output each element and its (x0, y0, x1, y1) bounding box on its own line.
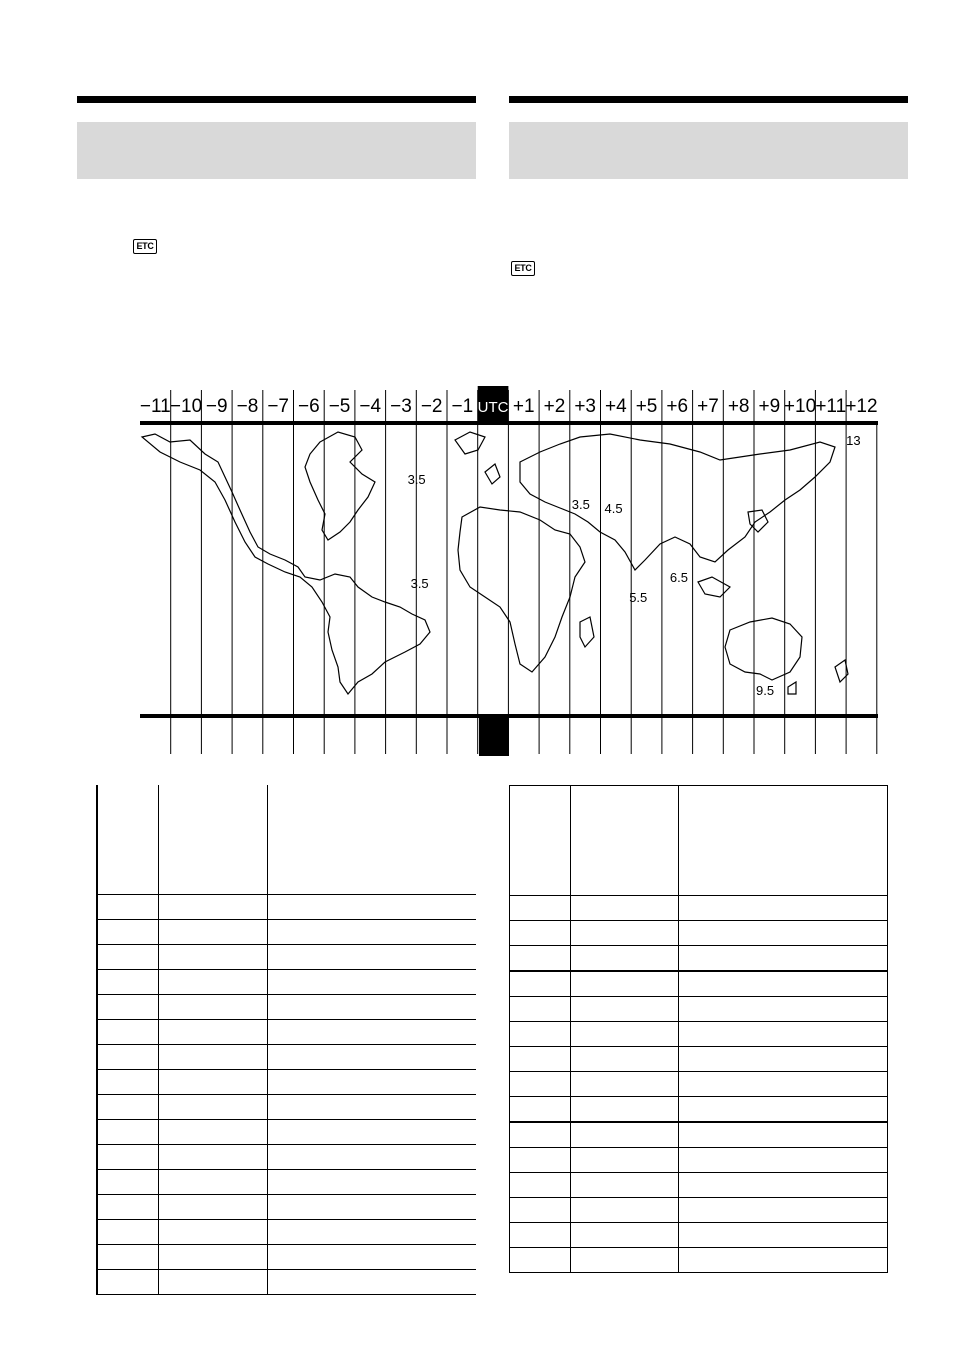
zone-label: +6 (666, 396, 689, 417)
right-header-band (509, 122, 908, 179)
table-cell (158, 1120, 267, 1145)
table-row (510, 896, 888, 921)
offset-annotation: 13 (846, 433, 861, 448)
zone-label: −5 (328, 396, 351, 417)
table-cell (267, 1220, 476, 1245)
table-cell (679, 896, 888, 921)
table-row (510, 1022, 888, 1047)
table-row (510, 971, 888, 997)
table-cell (679, 1047, 888, 1072)
table-cell (267, 1170, 476, 1195)
table-row (510, 1223, 888, 1248)
table-cell (97, 1070, 158, 1095)
zone-label: +12 (845, 396, 878, 417)
table-cell (158, 970, 267, 995)
table-row (510, 1122, 888, 1148)
table-cell (97, 1145, 158, 1170)
table-row (510, 1047, 888, 1072)
table-cell (267, 1270, 476, 1295)
table-cell (97, 1045, 158, 1070)
offset-annotation: 3.5 (571, 497, 590, 512)
table-cell (97, 1120, 158, 1145)
map-top-border (140, 421, 878, 425)
table-cell (97, 995, 158, 1020)
table-cell (571, 896, 679, 921)
table-row (97, 1120, 476, 1145)
table-cell (510, 921, 571, 946)
table-cell (510, 1122, 571, 1148)
zone-label: −9 (205, 396, 228, 417)
table-cell (510, 1248, 571, 1273)
table-cell (571, 1198, 679, 1223)
zone-label: +7 (697, 396, 719, 417)
table-cell (571, 1022, 679, 1047)
table-row (97, 1020, 476, 1045)
table-cell (571, 1047, 679, 1072)
table-cell (510, 1198, 571, 1223)
table-cell (97, 1270, 158, 1295)
table-cell (510, 946, 571, 972)
table-cell (158, 995, 267, 1020)
table-cell (267, 970, 476, 995)
zone-label: −4 (359, 396, 382, 417)
table-cell (679, 971, 888, 997)
table-cell (158, 1095, 267, 1120)
table-row (510, 1097, 888, 1123)
table-row (510, 921, 888, 946)
table-cell (158, 1070, 267, 1095)
table-cell (97, 1195, 158, 1220)
table-cell (158, 1020, 267, 1045)
zone-label: +10 (783, 396, 817, 417)
etc-icon: ETC (511, 261, 535, 276)
table-cell (571, 946, 679, 972)
utc-bottom-block (479, 718, 509, 756)
table-cell (97, 1245, 158, 1270)
table-cell (97, 970, 158, 995)
table-cell (267, 1045, 476, 1070)
left-top-rule (77, 96, 476, 103)
zone-label: +3 (574, 396, 596, 417)
table-row (97, 1245, 476, 1270)
table-cell (267, 895, 476, 920)
table-cell (510, 1148, 571, 1173)
table-row (510, 1173, 888, 1198)
table-cell (97, 945, 158, 970)
table-cell (158, 1170, 267, 1195)
offset-annotation: 3.5 (410, 576, 429, 591)
table-cell (571, 1148, 679, 1173)
table-cell (510, 1097, 571, 1123)
table-cell (97, 895, 158, 920)
zone-label: −11 (139, 396, 171, 417)
table-row (97, 945, 476, 970)
table-row (97, 1070, 476, 1095)
table-row (97, 1170, 476, 1195)
zone-label: −6 (298, 396, 320, 417)
table-header-cell (571, 786, 679, 896)
table-row (510, 997, 888, 1022)
table-cell (571, 1173, 679, 1198)
table-cell (510, 997, 571, 1022)
table-row (97, 1220, 476, 1245)
zone-label: UTC (477, 399, 509, 416)
table-cell (571, 1072, 679, 1097)
table-cell (510, 1173, 571, 1198)
table-cell (267, 1070, 476, 1095)
zone-label: −2 (420, 396, 443, 417)
table-row (510, 946, 888, 972)
table-cell (158, 1245, 267, 1270)
table-cell (158, 1195, 267, 1220)
table-cell (571, 921, 679, 946)
table-cell (679, 997, 888, 1022)
continent-outlines (142, 432, 848, 694)
table-cell (510, 1022, 571, 1047)
zone-label: −8 (236, 396, 259, 417)
table-cell (510, 1072, 571, 1097)
table-cell (679, 1248, 888, 1273)
left-table (96, 785, 476, 1295)
table-cell (510, 896, 571, 921)
table-cell (571, 1122, 679, 1148)
table-cell (158, 1045, 267, 1070)
table-row (97, 895, 476, 920)
map-bottom-border (140, 714, 878, 718)
table-cell (158, 1145, 267, 1170)
zone-label: +1 (512, 396, 535, 417)
offset-annotation: 3.5 (407, 472, 426, 487)
zone-label: +2 (543, 396, 566, 417)
left-header-band (77, 122, 476, 179)
offset-annotation: 5.5 (629, 590, 648, 605)
table-cell (679, 1022, 888, 1047)
table-row (97, 1195, 476, 1220)
offset-annotation: 6.5 (669, 570, 688, 585)
table-cell (267, 995, 476, 1020)
offset-annotation: 4.5 (604, 501, 623, 516)
etc-icon: ETC (133, 239, 157, 254)
table-row (97, 920, 476, 945)
table-cell (679, 921, 888, 946)
table-row (97, 1270, 476, 1295)
offset-annotation: 9.5 (756, 683, 775, 698)
table-header-cell (510, 786, 571, 896)
zone-label: −10 (169, 396, 203, 417)
table-cell (510, 1047, 571, 1072)
table-row (510, 1198, 888, 1223)
table-cell (571, 971, 679, 997)
table-cell (679, 946, 888, 972)
table-cell (267, 920, 476, 945)
table-cell (679, 1198, 888, 1223)
table-header-cell (158, 785, 267, 895)
table-cell (679, 1148, 888, 1173)
table-cell (679, 1173, 888, 1198)
table-cell (571, 1223, 679, 1248)
table-cell (158, 1270, 267, 1295)
table-cell (158, 945, 267, 970)
table-cell (267, 1195, 476, 1220)
table-row (97, 1045, 476, 1070)
table-cell (679, 1122, 888, 1148)
table-cell (158, 1220, 267, 1245)
table-header-cell (679, 786, 888, 896)
table-cell (97, 1170, 158, 1195)
table-header-row (510, 786, 888, 896)
table-cell (267, 945, 476, 970)
table-cell (679, 1097, 888, 1123)
table-cell (679, 1072, 888, 1097)
table-cell (97, 1095, 158, 1120)
table-cell (571, 1097, 679, 1123)
table-cell (267, 1020, 476, 1045)
zone-label: −7 (267, 396, 289, 417)
table-cell (97, 1220, 158, 1245)
table-row (97, 970, 476, 995)
zone-label: +4 (605, 396, 627, 417)
table-row (97, 1095, 476, 1120)
zone-label: −3 (390, 396, 412, 417)
table-header-cell (97, 785, 158, 895)
table-cell (267, 1120, 476, 1145)
table-row (97, 995, 476, 1020)
table-cell (267, 1145, 476, 1170)
table-cell (97, 920, 158, 945)
right-top-rule (509, 96, 908, 103)
zone-label: +5 (635, 396, 658, 417)
zone-label: +9 (758, 396, 781, 417)
zone-label: +11 (815, 396, 847, 417)
table-header-cell (267, 785, 476, 895)
table-cell (267, 1095, 476, 1120)
table-cell (571, 1248, 679, 1273)
table-row (510, 1248, 888, 1273)
table-cell (97, 1020, 158, 1045)
table-cell (679, 1223, 888, 1248)
table-row (510, 1072, 888, 1097)
table-cell (267, 1245, 476, 1270)
zone-label: +8 (727, 396, 750, 417)
table-cell (510, 1223, 571, 1248)
time-zone-map (100, 382, 880, 758)
table-cell (158, 895, 267, 920)
table-cell (571, 997, 679, 1022)
table-row (510, 1148, 888, 1173)
zone-label: −1 (451, 396, 474, 417)
table-header-row (97, 785, 476, 895)
table-cell (158, 920, 267, 945)
table-cell (510, 971, 571, 997)
right-table (509, 785, 888, 1273)
table-row (97, 1145, 476, 1170)
